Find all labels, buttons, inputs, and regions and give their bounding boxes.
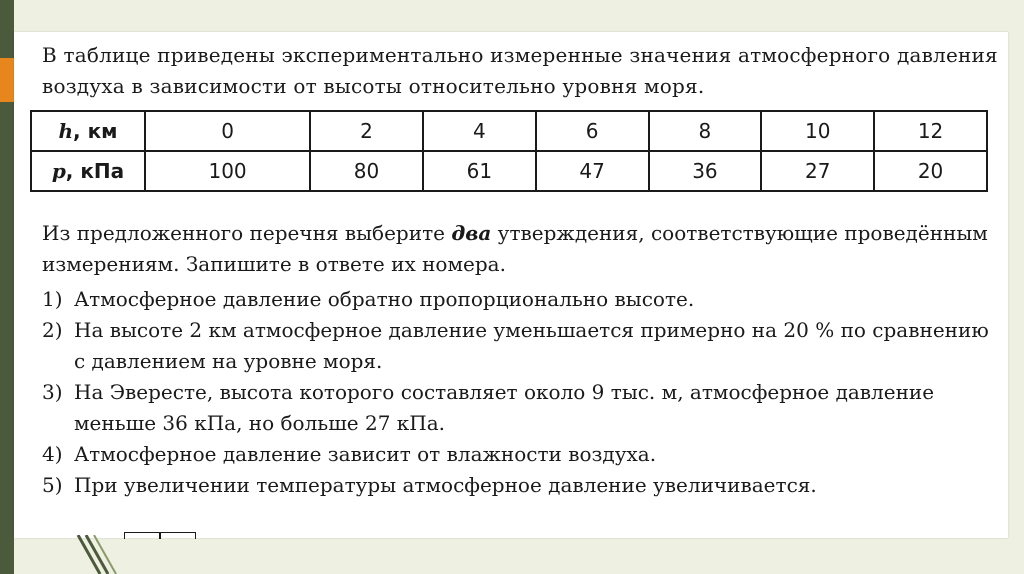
list-item: 5) При увеличении температуры атмосферное давление увеличивается. [42, 473, 817, 497]
options-list [42, 284, 1002, 501]
table-cell: 27 [761, 151, 874, 191]
table-cell: 0 [145, 111, 310, 151]
slide-accent-bar [0, 58, 14, 102]
table-cell: 80 [310, 151, 423, 191]
emphasis-word: два [451, 221, 492, 245]
list-item: 2) На высоте 2 км атмосферное давление уменьшается примерно на 20 % по сравнению с давлением на уровне моря. [42, 318, 989, 373]
table-cell: 2 [310, 111, 423, 151]
table-row-pressure [31, 151, 987, 191]
question-text: Из предложенного перечня выберите два утверждения, соответствующие проведённым измерениям. Запишите в ответе их номера. [42, 221, 988, 276]
table-cell: 100 [145, 151, 310, 191]
table-cell: 47 [536, 151, 649, 191]
table-row-height [31, 111, 987, 151]
altitude-pressure-table [30, 110, 988, 192]
table-cell: 20 [874, 151, 987, 191]
row-header-pressure: p, кПа [31, 151, 145, 191]
row-header-height: h, км [31, 111, 145, 151]
table-cell: 36 [649, 151, 762, 191]
table-cell: 6 [536, 111, 649, 151]
table-cell: 61 [423, 151, 536, 191]
list-item: 1) Атмосферное давление обратно пропорционально высоте. [42, 287, 695, 311]
document-page [14, 32, 1008, 538]
table-cell: 4 [423, 111, 536, 151]
list-item: 3) На Эвересте, высота которого составляет около 9 тыс. м, атмосферное давление меньше 36 кПа, но больше 27 кПа. [42, 380, 935, 435]
decorative-stripes-icon [70, 535, 130, 574]
table-cell: 8 [649, 111, 762, 151]
table-cell: 12 [874, 111, 987, 151]
intro-text: В таблице приведены экспериментально измеренные значения атмосферного давления воздуха в зависимости от высоты относительно уровня моря. [42, 43, 998, 98]
answer-box [124, 532, 196, 539]
list-item: 4) Атмосферное давление зависит от влажности воздуха. [42, 442, 657, 466]
table-cell: 10 [761, 111, 874, 151]
